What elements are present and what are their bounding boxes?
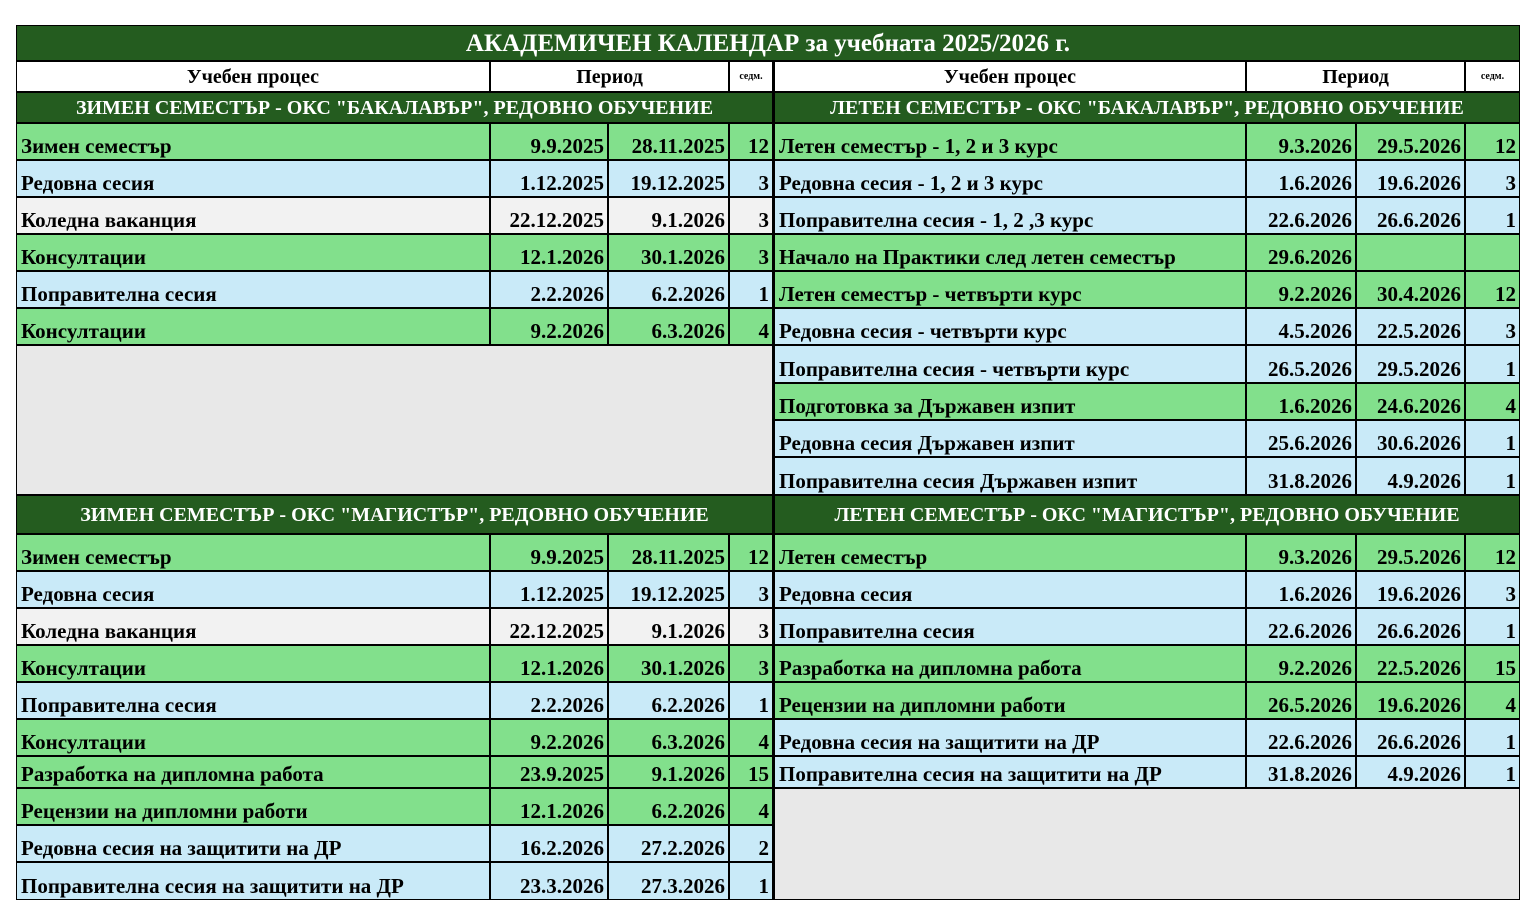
row-weeks: 4	[730, 789, 772, 824]
row-end-date: 29.5.2026	[1357, 124, 1464, 159]
row-weeks: 1	[1466, 458, 1519, 494]
row-label: Коледна ваканция	[17, 609, 489, 644]
row-start-date: 22.12.2025	[491, 609, 607, 644]
row-end-date: 26.6.2026	[1357, 720, 1464, 755]
row-end-date: 27.3.2026	[609, 863, 728, 899]
row-label: Поправителна сесия на защитити на ДР	[775, 757, 1245, 787]
row-start-date: 26.5.2026	[1247, 346, 1355, 382]
row-start-date: 29.6.2026	[1247, 235, 1355, 270]
row-weeks: 1	[1466, 198, 1519, 233]
row-label: Коледна ваканция	[17, 198, 489, 233]
row-weeks: 3	[730, 235, 772, 270]
row-label: Консултации	[17, 646, 489, 681]
row-label: Разработка на дипломна работа	[17, 757, 489, 787]
right-header-weeks: седм.	[1466, 62, 1519, 91]
row-end-date	[1357, 235, 1464, 270]
row-label: Редовна сесия - 1, 2 и 3 курс	[775, 161, 1245, 196]
row-weeks: 4	[1466, 683, 1519, 718]
row-weeks: 4	[730, 720, 772, 755]
row-weeks: 12	[730, 535, 772, 570]
row-weeks: 3	[730, 646, 772, 681]
row-weeks: 3	[730, 572, 772, 607]
row-weeks: 1	[730, 683, 772, 718]
row-weeks: 12	[1466, 535, 1519, 570]
row-label: Консултации	[17, 720, 489, 755]
row-end-date: 9.1.2026	[609, 757, 728, 787]
row-label: Начало на Практики след летен семестър	[775, 235, 1245, 270]
row-label: Консултации	[17, 309, 489, 344]
row-end-date: 19.6.2026	[1357, 572, 1464, 607]
row-start-date: 9.9.2025	[491, 535, 607, 570]
row-start-date: 16.2.2026	[491, 826, 607, 861]
row-start-date: 22.6.2026	[1247, 198, 1355, 233]
row-label: Редовна сесия	[775, 572, 1245, 607]
row-start-date: 1.12.2025	[491, 161, 607, 196]
row-end-date: 30.1.2026	[609, 646, 728, 681]
row-label: Редовна сесия Държавен изпит	[775, 421, 1245, 456]
row-end-date: 6.3.2026	[609, 309, 728, 344]
row-label: Поправителна сесия - 1, 2 ,3 курс	[775, 198, 1245, 233]
row-label: Редовна сесия - четвърти курс	[775, 309, 1245, 344]
row-end-date: 9.1.2026	[609, 609, 728, 644]
row-start-date: 1.12.2025	[491, 572, 607, 607]
row-label: Летен семестър	[775, 535, 1245, 570]
row-weeks: 4	[1466, 384, 1519, 419]
row-end-date: 26.6.2026	[1357, 609, 1464, 644]
row-label: Летен семестър - четвърти курс	[775, 272, 1245, 307]
left-header-process: Учебен процес	[17, 62, 489, 91]
row-start-date: 25.6.2026	[1247, 421, 1355, 456]
row-label: Зимен семестър	[17, 124, 489, 159]
right-header-period: Период	[1247, 62, 1464, 91]
row-start-date: 31.8.2026	[1247, 757, 1355, 787]
row-start-date: 1.6.2026	[1247, 161, 1355, 196]
row-start-date: 2.2.2026	[491, 683, 607, 718]
row-start-date: 9.2.2026	[491, 309, 607, 344]
row-weeks: 3	[730, 161, 772, 196]
row-weeks: 12	[1466, 272, 1519, 307]
row-start-date: 2.2.2026	[491, 272, 607, 307]
row-end-date: 28.11.2025	[609, 124, 728, 159]
row-end-date: 19.12.2025	[609, 572, 728, 607]
left-header-weeks: седм.	[730, 62, 772, 91]
row-label: Разработка на дипломна работа	[775, 646, 1245, 681]
row-weeks: 4	[730, 309, 772, 344]
row-label: Поправителна сесия	[17, 683, 489, 718]
section-title: ЛЕТЕН СЕМЕСТЪР - ОКС "БАКАЛАВЪР", РЕДОВНО ОБУЧЕНИЕ	[775, 93, 1519, 122]
row-end-date: 4.9.2026	[1357, 757, 1464, 787]
row-start-date: 23.9.2025	[491, 757, 607, 787]
row-label: Поправителна сесия	[17, 272, 489, 307]
row-end-date: 29.5.2026	[1357, 535, 1464, 570]
row-end-date: 22.5.2026	[1357, 309, 1464, 344]
row-start-date: 9.3.2026	[1247, 535, 1355, 570]
row-label: Рецензии на дипломни работи	[775, 683, 1245, 718]
row-end-date: 6.2.2026	[609, 789, 728, 824]
row-end-date: 19.12.2025	[609, 161, 728, 196]
row-label: Поправителна сесия	[775, 609, 1245, 644]
row-label: Рецензии на дипломни работи	[17, 789, 489, 824]
row-label: Редовна сесия на защитити на ДР	[775, 720, 1245, 755]
row-start-date: 26.5.2026	[1247, 683, 1355, 718]
row-start-date: 22.6.2026	[1247, 609, 1355, 644]
calendar-title: АКАДЕМИЧЕН КАЛЕНДАР за учебната 2025/2026 г.	[17, 26, 1519, 60]
empty-area-left	[17, 346, 772, 494]
row-weeks: 3	[1466, 309, 1519, 344]
row-weeks	[1466, 235, 1519, 270]
row-end-date: 6.2.2026	[609, 272, 728, 307]
row-end-date: 28.11.2025	[609, 535, 728, 570]
row-weeks: 2	[730, 826, 772, 861]
row-start-date: 22.12.2025	[491, 198, 607, 233]
row-start-date: 9.2.2026	[491, 720, 607, 755]
row-label: Редовна сесия	[17, 161, 489, 196]
row-weeks: 1	[730, 272, 772, 307]
row-end-date: 29.5.2026	[1357, 346, 1464, 382]
row-weeks: 15	[730, 757, 772, 787]
row-label: Летен семестър - 1, 2 и 3 курс	[775, 124, 1245, 159]
row-label: Редовна сесия	[17, 572, 489, 607]
row-start-date: 1.6.2026	[1247, 572, 1355, 607]
academic-calendar-table	[16, 25, 1520, 900]
row-label: Поправителна сесия - четвърти курс	[775, 346, 1245, 382]
row-end-date: 24.6.2026	[1357, 384, 1464, 419]
row-weeks: 1	[1466, 346, 1519, 382]
right-header-process: Учебен процес	[775, 62, 1245, 91]
row-start-date: 1.6.2026	[1247, 384, 1355, 419]
row-weeks: 1	[1466, 720, 1519, 755]
row-start-date: 31.8.2026	[1247, 458, 1355, 494]
row-weeks: 12	[1466, 124, 1519, 159]
section-title: ЛЕТЕН СЕМЕСТЪР - ОКС "МАГИСТЪР", РЕДОВНО ОБУЧЕНИЕ	[775, 496, 1519, 533]
row-start-date: 12.1.2026	[491, 789, 607, 824]
row-start-date: 9.3.2026	[1247, 124, 1355, 159]
row-end-date: 30.6.2026	[1357, 421, 1464, 456]
row-weeks: 3	[1466, 161, 1519, 196]
row-label: Поправителна сесия Държавен изпит	[775, 458, 1245, 494]
row-end-date: 26.6.2026	[1357, 198, 1464, 233]
section-title: ЗИМЕН СЕМЕСТЪР - ОКС "БАКАЛАВЪР", РЕДОВНО ОБУЧЕНИЕ	[17, 93, 772, 122]
row-end-date: 6.2.2026	[609, 683, 728, 718]
left-header-period: Период	[491, 62, 728, 91]
row-start-date: 12.1.2026	[491, 646, 607, 681]
row-start-date: 12.1.2026	[491, 235, 607, 270]
row-start-date: 9.2.2026	[1247, 646, 1355, 681]
row-weeks: 15	[1466, 646, 1519, 681]
row-label: Подготовка за Държавен изпит	[775, 384, 1245, 419]
row-weeks: 1	[1466, 609, 1519, 644]
row-end-date: 22.5.2026	[1357, 646, 1464, 681]
row-weeks: 1	[1466, 757, 1519, 787]
row-weeks: 1	[1466, 421, 1519, 456]
row-end-date: 6.3.2026	[609, 720, 728, 755]
row-weeks: 12	[730, 124, 772, 159]
row-start-date: 9.2.2026	[1247, 272, 1355, 307]
row-end-date: 27.2.2026	[609, 826, 728, 861]
row-start-date: 9.9.2025	[491, 124, 607, 159]
row-label: Консултации	[17, 235, 489, 270]
row-label: Редовна сесия на защитити на ДР	[17, 826, 489, 861]
row-weeks: 3	[730, 198, 772, 233]
row-weeks: 1	[730, 863, 772, 899]
row-end-date: 9.1.2026	[609, 198, 728, 233]
empty-area-right	[775, 789, 1519, 899]
row-label: Поправителна сесия на защитити на ДР	[17, 863, 489, 899]
row-weeks: 3	[1466, 572, 1519, 607]
row-start-date: 22.6.2026	[1247, 720, 1355, 755]
row-weeks: 3	[730, 609, 772, 644]
row-label: Зимен семестър	[17, 535, 489, 570]
row-end-date: 19.6.2026	[1357, 161, 1464, 196]
section-title: ЗИМЕН СЕМЕСТЪР - ОКС "МАГИСТЪР", РЕДОВНО ОБУЧЕНИЕ	[17, 496, 772, 533]
row-end-date: 19.6.2026	[1357, 683, 1464, 718]
row-end-date: 4.9.2026	[1357, 458, 1464, 494]
row-end-date: 30.1.2026	[609, 235, 728, 270]
row-start-date: 4.5.2026	[1247, 309, 1355, 344]
row-start-date: 23.3.2026	[491, 863, 607, 899]
row-end-date: 30.4.2026	[1357, 272, 1464, 307]
